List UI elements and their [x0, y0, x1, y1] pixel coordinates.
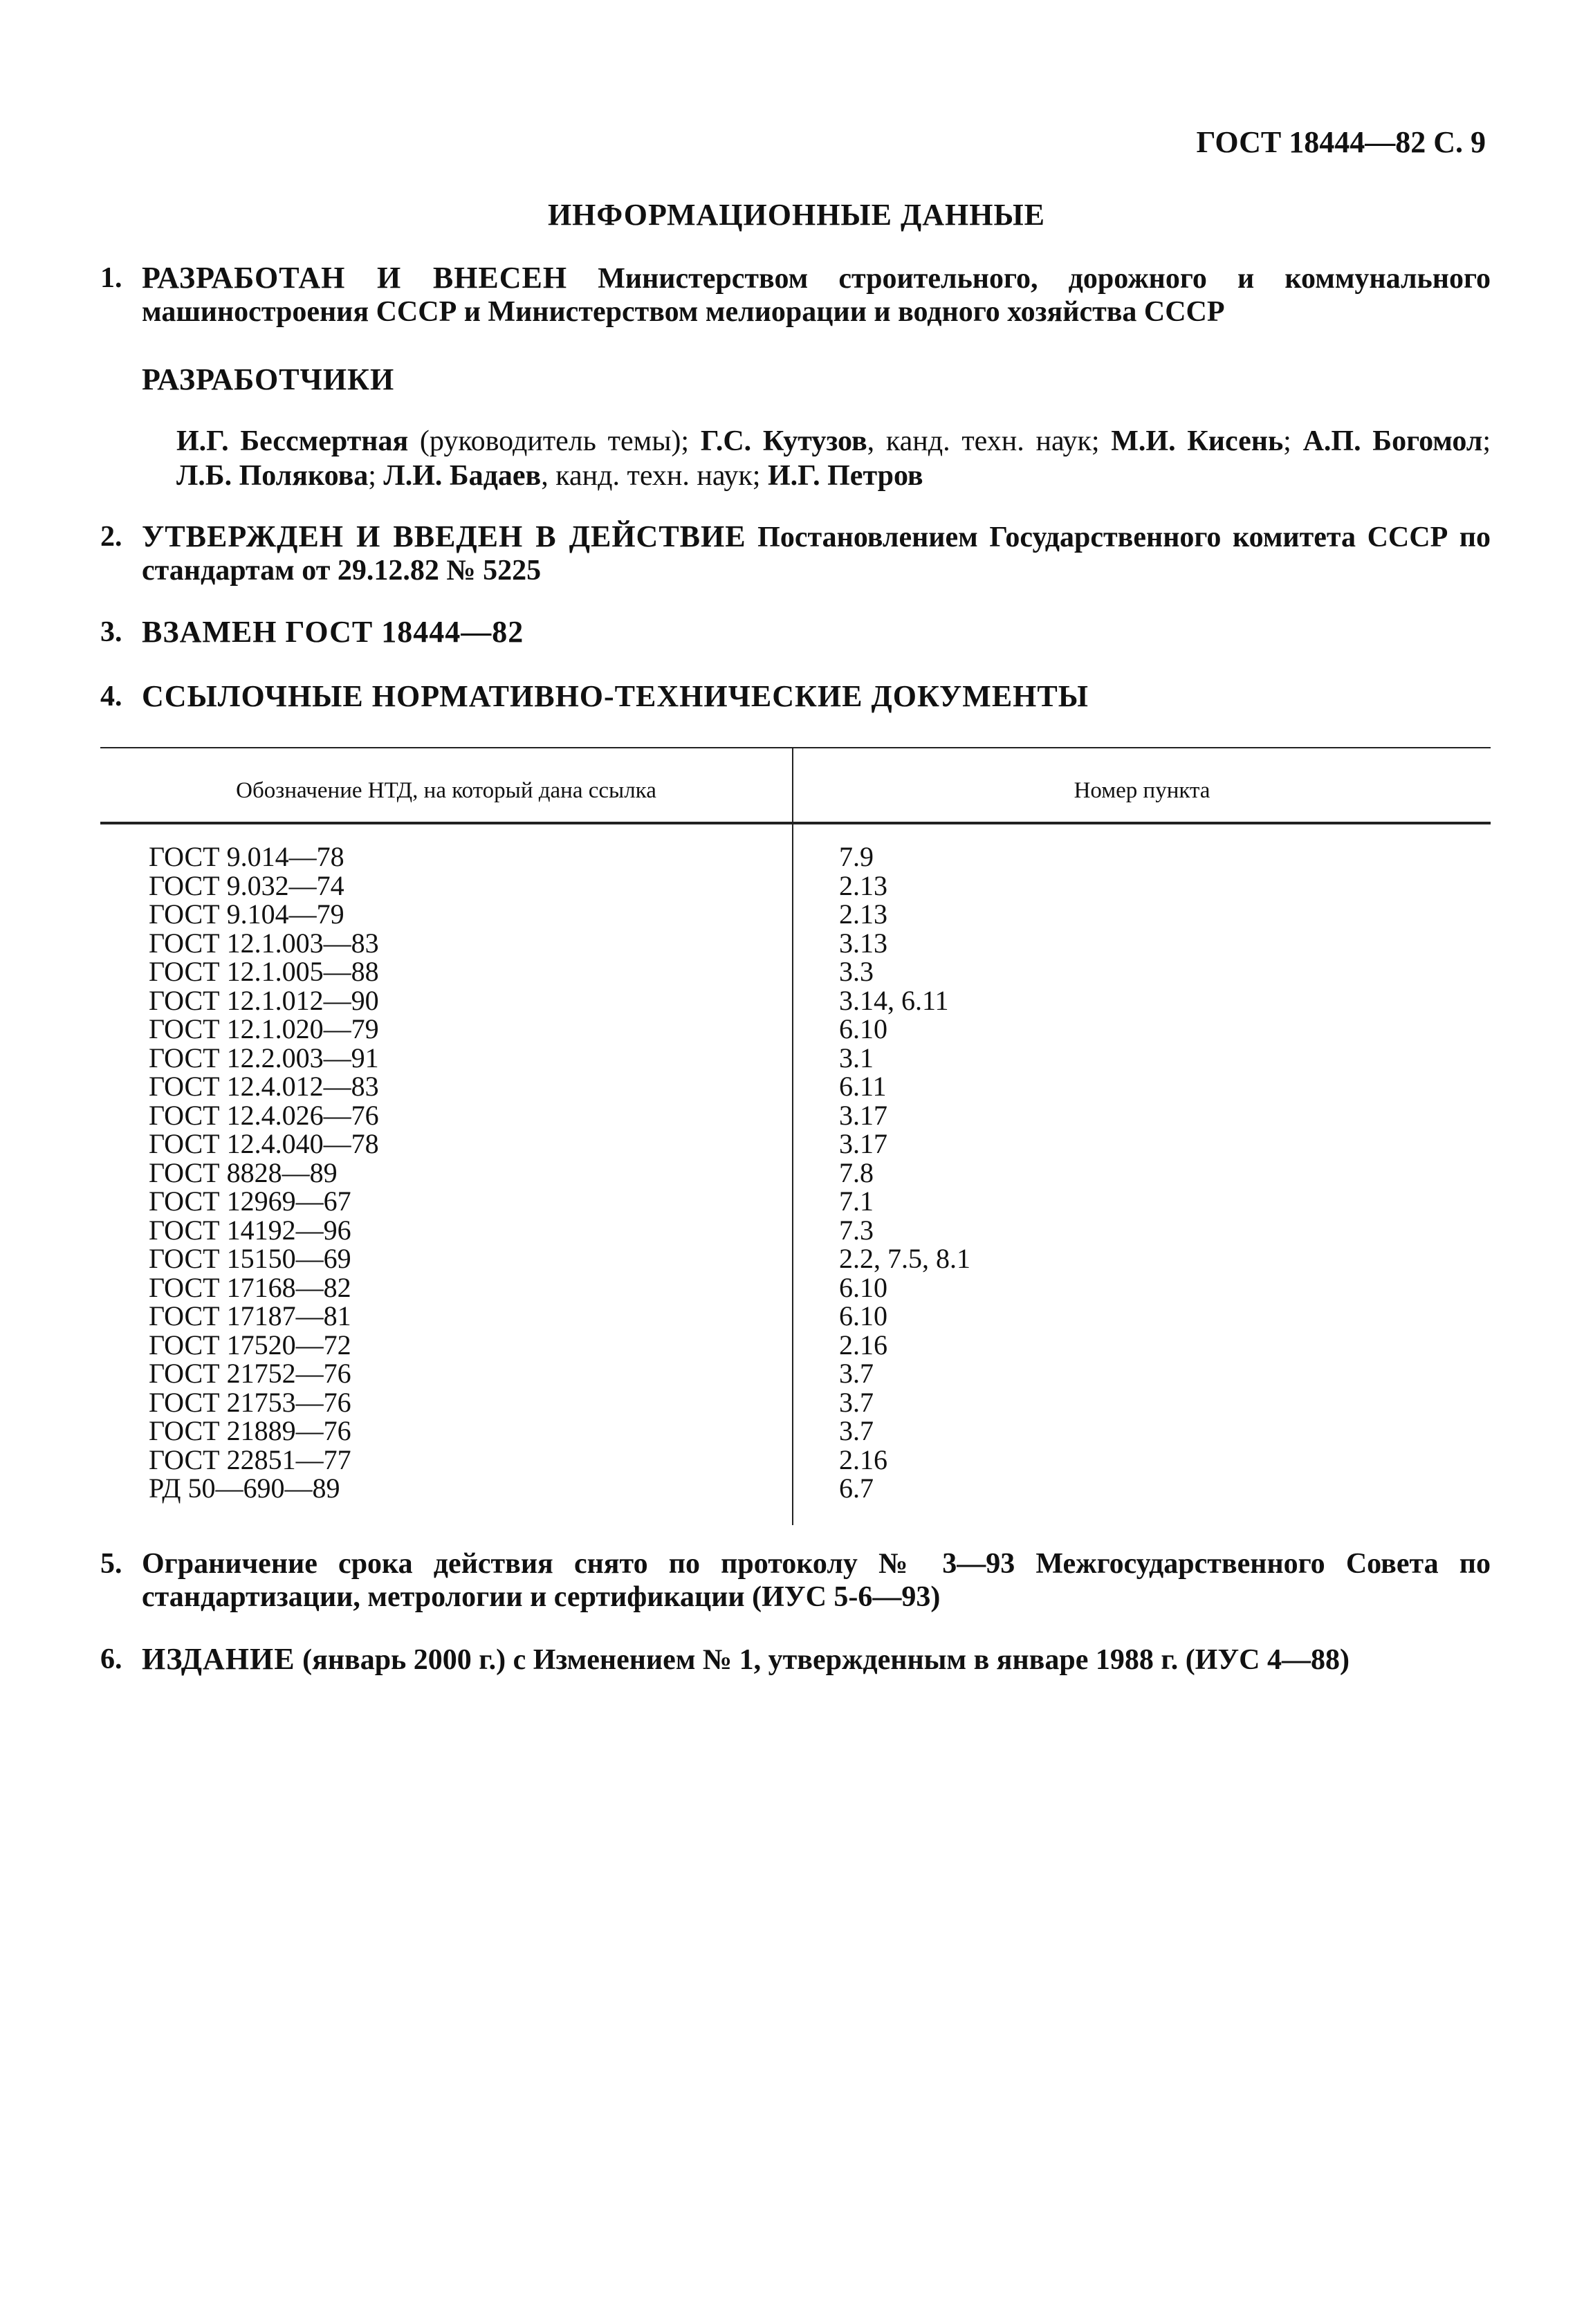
document-designation: ГОСТ 12.4.026—76	[149, 1099, 379, 1131]
table-row	[100, 1044, 1491, 1073]
table-row	[100, 1244, 1491, 1273]
developer-note: ;	[368, 460, 384, 492]
document-designation: ГОСТ 14192—96	[149, 1214, 351, 1246]
clause-number: 3.3	[839, 956, 874, 987]
clause-number: 7.3	[839, 1214, 874, 1246]
document-designation: ГОСТ 17168—82	[149, 1271, 351, 1303]
developer-note: ;	[1482, 425, 1498, 457]
table-body	[100, 842, 1491, 1503]
table-row	[100, 929, 1491, 958]
clause-number: 6.10	[839, 1013, 887, 1044]
clause-number: 6.10	[839, 1300, 887, 1331]
table-row	[100, 1359, 1491, 1388]
table-row	[100, 869, 1491, 901]
document-designation: ГОСТ 12.1.012—90	[149, 984, 379, 1016]
item-text: Министерством строительного, дорожного и коммунального машиностроения СССР и Министерством мелиорации и водного хозяйства СССР	[142, 263, 1491, 328]
table-row	[100, 1129, 1491, 1159]
clause-number: 2.2, 7.5, 8.1	[839, 1243, 970, 1274]
developers-heading: РАЗРАБОТЧИКИ	[142, 362, 395, 396]
developer-name: И.Г. Петров	[767, 460, 923, 492]
table-header-rule	[100, 822, 1491, 824]
clause-number: 3.1	[839, 1042, 874, 1073]
clause-number: 3.14, 6.11	[839, 984, 949, 1016]
document-designation: ГОСТ 9.014—78	[149, 841, 344, 872]
item-4	[100, 680, 1491, 714]
table-row	[100, 1156, 1491, 1188]
developer-name: А.П. Богомол	[1302, 425, 1483, 457]
table-row	[100, 1331, 1491, 1360]
item-lead: РАЗРАБОТАН И ВНЕСЕН	[142, 261, 568, 295]
document-designation: ГОСТ 12969—67	[149, 1186, 351, 1217]
item-body	[142, 520, 1491, 587]
table-header-clause: Номер пункта	[1074, 778, 1210, 803]
item-body	[142, 1643, 1491, 1677]
item-body	[142, 1547, 1491, 1614]
item-lead: ССЫЛОЧНЫЕ НОРМАТИВНО-ТЕХНИЧЕСКИЕ ДОКУМЕНТЫ	[142, 679, 1089, 713]
table-row	[100, 900, 1491, 929]
document-designation: ГОСТ 9.104—79	[149, 898, 344, 930]
item-text: (январь 2000 г.) с Изменением № 1, утвержденным в январе 1988 г. (ИУС 4—88)	[295, 1644, 1350, 1676]
developer-note: , канд. техн. наук;	[867, 425, 1112, 457]
developer-name: Г.С. Кутузов	[700, 425, 867, 457]
item-lead: ИЗДАНИЕ	[142, 1642, 295, 1676]
table-row	[100, 1101, 1491, 1130]
item-number: 1.	[100, 262, 122, 294]
clause-number: 3.7	[839, 1386, 874, 1418]
document-title: ИНФОРМАЦИОННЫЕ ДАННЫЕ	[547, 198, 1046, 232]
item-lead: УТВЕРЖДЕН И ВВЕДЕН В ДЕЙСТВИЕ	[142, 519, 746, 553]
item-5	[100, 1547, 1491, 1614]
table-row	[100, 1187, 1491, 1216]
table-row	[100, 957, 1491, 986]
table-row	[100, 842, 1491, 872]
document-designation: ГОСТ 12.4.040—78	[149, 1128, 379, 1159]
document-designation: ГОСТ 12.1.005—88	[149, 956, 379, 987]
developers-list	[176, 424, 1498, 493]
item-lead: ВЗАМЕН ГОСТ 18444—82	[142, 615, 524, 649]
developer-note: (руководитель темы);	[408, 425, 701, 457]
item-6	[100, 1643, 1491, 1677]
table-row	[100, 1417, 1491, 1446]
clause-number: 3.7	[839, 1415, 874, 1446]
clause-number: 2.16	[839, 1444, 887, 1475]
item-number: 5.	[100, 1548, 122, 1580]
document-designation: ГОСТ 17520—72	[149, 1329, 351, 1361]
table-row	[100, 1446, 1491, 1475]
clause-number: 2.16	[839, 1329, 887, 1361]
document-designation: ГОСТ 12.4.012—83	[149, 1071, 379, 1102]
document-designation: ГОСТ 9.032—74	[149, 869, 344, 901]
document-designation: ГОСТ 12.1.020—79	[149, 1013, 379, 1044]
clause-number: 6.10	[839, 1271, 887, 1303]
table-row	[100, 1302, 1491, 1331]
document-designation: ГОСТ 15150—69	[149, 1243, 351, 1274]
item-number: 2.	[100, 521, 122, 553]
item-number: 4.	[100, 681, 122, 712]
developer-name: М.И. Кисень	[1111, 425, 1284, 457]
developer-note: , канд. техн. наук;	[541, 460, 768, 492]
item-3	[100, 616, 1491, 649]
developer-name: Л.И. Бадаев	[383, 460, 542, 492]
table-row	[100, 1273, 1491, 1302]
table-top-rule	[100, 747, 1491, 748]
document-designation: ГОСТ 8828—89	[149, 1156, 338, 1188]
item-2	[100, 520, 1491, 587]
item-number: 6.	[100, 1643, 122, 1675]
developer-name: И.Г. Бессмертная	[176, 425, 409, 457]
document-designation: ГОСТ 17187—81	[149, 1300, 351, 1331]
table-row	[100, 1474, 1491, 1503]
developer-note: ;	[1283, 425, 1303, 457]
item-1	[100, 261, 1491, 329]
clause-number: 3.7	[839, 1358, 874, 1389]
item-body	[142, 616, 1491, 649]
developer-name: Л.Б. Полякова	[176, 460, 369, 492]
item-number: 3.	[100, 616, 122, 648]
document-designation: РД 50—690—89	[149, 1473, 340, 1504]
clause-number: 7.1	[839, 1186, 874, 1217]
document-designation: ГОСТ 12.2.003—91	[149, 1042, 379, 1073]
item-body	[142, 261, 1491, 329]
table-row	[100, 1015, 1491, 1044]
table-row	[100, 1388, 1491, 1417]
document-designation: ГОСТ 21889—76	[149, 1415, 351, 1446]
clause-number: 7.8	[839, 1156, 874, 1188]
running-head: ГОСТ 18444—82 С. 9	[1196, 125, 1486, 159]
table-row	[100, 1216, 1491, 1245]
document-designation: ГОСТ 21753—76	[149, 1386, 351, 1418]
item-text: Постановлением Государственного комитета СССР по стандартам от 29.12.82 № 5225	[142, 522, 1491, 587]
clause-number: 3.13	[839, 927, 887, 959]
clause-number: 3.17	[839, 1099, 887, 1131]
clause-number: 3.17	[839, 1128, 887, 1159]
clause-number: 2.13	[839, 869, 887, 901]
table-row	[100, 986, 1491, 1015]
clause-number: 2.13	[839, 898, 887, 930]
document-designation: ГОСТ 21752—76	[149, 1358, 351, 1389]
clause-number: 6.7	[839, 1473, 874, 1504]
document-designation: ГОСТ 22851—77	[149, 1444, 351, 1475]
item-text: Ограничение срока действия снято по протоколу № 3—93 Межгосударственного Совета по стандартизации, метрологии и сертификации (ИУС 5-6—93)	[142, 1548, 1491, 1613]
table-header-document: Обозначение НТД, на который дана ссылка	[236, 778, 656, 803]
table-row	[100, 1072, 1491, 1101]
references-table	[100, 747, 1491, 1525]
clause-number: 6.11	[839, 1071, 887, 1102]
item-body	[142, 680, 1491, 714]
document-designation: ГОСТ 12.1.003—83	[149, 927, 379, 959]
clause-number: 7.9	[839, 841, 874, 872]
